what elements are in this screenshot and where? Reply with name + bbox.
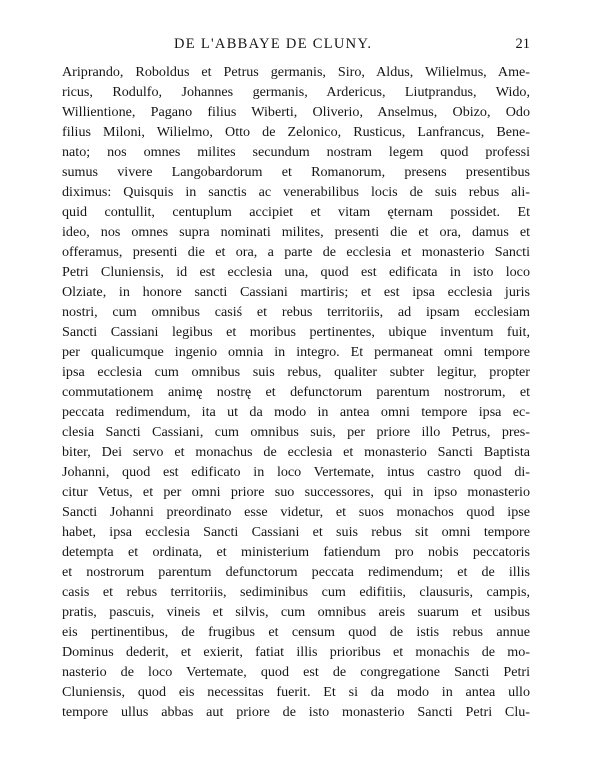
text-line: commutationem animę nostrę et defunctorum parentum nostrorum, et [62, 384, 530, 400]
text-line: offeramus, presenti die et ora, a parte de ecclesia et monasterio Sancti [62, 244, 530, 260]
text-line: Petri Cluniensis, id est ecclesia una, quod est edificata in isto loco [62, 264, 530, 280]
text-line: ipsa ecclesia cum omnibus suis rebus, qualiter subter legitur, propter [62, 364, 530, 380]
text-line: nato; nos omnes milites secundum nostram legem quod professi [62, 144, 530, 160]
text-line: citur Vetus, et per omni priore suo successores, qui in ipso monasterio [62, 484, 530, 500]
text-line: Johanni, quod est edificato in loco Vertemate, intus castro quod di- [62, 464, 530, 480]
text-line: Olziate, in honore sancti Cassiani martiris; et est ipsa ecclesia juris [62, 284, 530, 300]
page-number: 21 [515, 36, 530, 52]
text-line: detempta et ordinata, et ministerium fatiendum pro nobis peccatoris [62, 544, 530, 560]
text-line: eis pertinentibus, de frugibus et censum quod de istis rebus annue [62, 624, 530, 640]
text-line: Ariprando, Roboldus et Petrus germanis, Siro, Aldus, Wilielmus, Ame- [62, 64, 530, 80]
text-line: biter, Dei servo et monachus de ecclesia et monasterio Sancti Baptista [62, 444, 530, 460]
text-line: filius Miloni, Wilielmo, Otto de Zelonico, Rusticus, Lanfrancus, Bene- [62, 124, 530, 140]
text-line: habet, ipsa ecclesia Sancti Cassiani et suis rebus sit omni tempore [62, 524, 530, 540]
text-line: Cluniensis, quod eis necessitas fuerit. Et si da modo in antea ullo [62, 684, 530, 700]
text-line: ideo, nos omnes supra nominati milites, presenti die et ora, damus et [62, 224, 530, 240]
text-line: tempore ullus abbas aut priore de isto monasterio Sancti Petri Clu- [62, 704, 530, 720]
text-line: ricus, Rodulfo, Johannes germanis, Ardericus, Liutprandus, Wido, [62, 84, 530, 100]
text-line: Dominus dederit, et exierit, fatiat illis prioribus et monachis de mo- [62, 644, 530, 660]
text-line: sumus vivere Langobardorum et Romanorum, presens presentibus [62, 164, 530, 180]
text-line: quid contullit, centuplum accipiet et vitam ęternam possidet. Et [62, 204, 530, 220]
running-head [62, 36, 530, 54]
text-line: Sancti Cassiani legibus et moribus pertinentes, ubique inventum fuit, [62, 324, 530, 340]
text-line: Sancti Johanni preordinato esse videtur, et suos monachos quod ipse [62, 504, 530, 520]
text-line: peccata redimendum, ita ut da modo in antea omni tempore ipsa ec- [62, 404, 530, 420]
body-text [62, 62, 530, 722]
text-line: per qualicumque ingenio omnia in integro. Et permaneat omni tempore [62, 344, 530, 360]
text-line: casis et rebus territoriis, sediminibus cum edifitiis, clausuris, campis, [62, 584, 530, 600]
text-line: nostri, cum omnibus casiś et rebus territoriis, ad ipsam ecclesiam [62, 304, 530, 320]
text-line: diximus: Quisquis in sanctis ac venerabilibus locis de suis rebus ali- [62, 184, 530, 200]
running-title: DE L'ABBAYE DE CLUNY. [174, 36, 373, 52]
text-line: Willientione, Pagano filius Wiberti, Oliverio, Anselmus, Obizo, Odo [62, 104, 530, 120]
text-line: et nostrorum parentum defunctorum peccata redimendum; et de illis [62, 564, 530, 580]
text-line: pratis, pascuis, vineis et silvis, cum omnibus areis suarum et usibus [62, 604, 530, 620]
text-line: nasterio de loco Vertemate, quod est de congregatione Sancti Petri [62, 664, 530, 680]
text-line: clesia Sancti Cassiani, cum omnibus suis, per priore illo Petrus, pres- [62, 424, 530, 440]
